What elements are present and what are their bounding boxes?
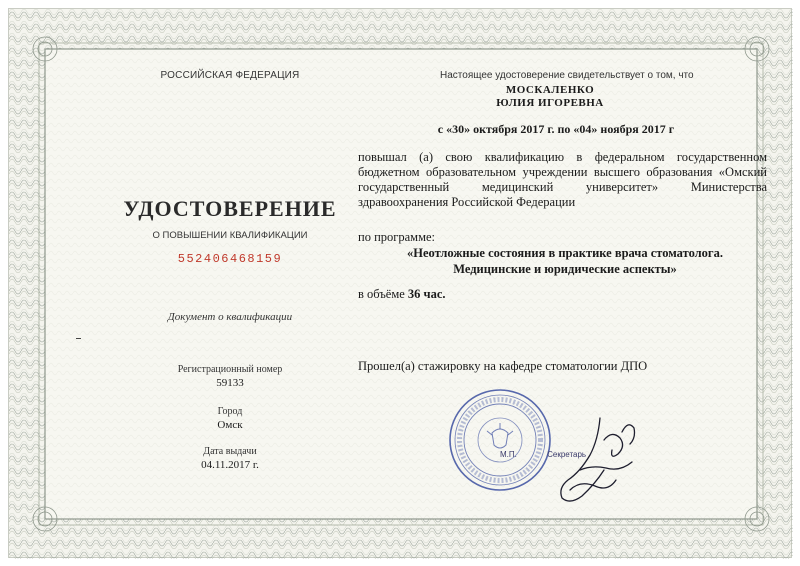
hours-volume <box>358 287 446 302</box>
country-heading: РОССИЙСКАЯ ФЕДЕРАЦИЯ <box>160 70 300 81</box>
city-value: Омск <box>217 419 243 431</box>
document-kind: Документ о квалификации <box>167 311 293 323</box>
registration-number: 59133 <box>216 377 244 389</box>
stamp-mark: М.П. <box>500 450 517 459</box>
internship-text: Прошел(а) стажировку на кафедре стоматологии ДПО <box>358 359 648 373</box>
hours-prefix: в объёме <box>358 287 405 301</box>
certificate-preamble: Настоящее удостоверение свидетельствует о том, что <box>440 70 694 81</box>
program-name <box>380 245 750 277</box>
registration-label: Регистрационный номер <box>177 364 283 375</box>
signature-mark <box>540 410 650 510</box>
document-title: УДОСТОВЕРЕНИЕ <box>123 196 337 221</box>
program-label: по программе: <box>358 230 436 244</box>
holder-given-name: ЮЛИЯ ИГОРЕВНА <box>496 97 604 109</box>
serial-number: 552406468159 <box>177 252 283 266</box>
certificate-body: повышал (а) свою квалификацию в федеральном государственном бюджетном образовательном учреждении высшего образования «Омский государственный медицинский университет» Министерства здравоохранения Российской Федерации <box>358 150 767 209</box>
training-period: с «30» октября 2017 г. по «04» ноября 2017 г <box>437 122 675 136</box>
city-label: Город <box>217 406 243 417</box>
signer-note: Секретарь <box>547 450 587 459</box>
issue-date-label: Дата выдачи <box>203 446 257 457</box>
issue-date-value: 04.11.2017 г. <box>201 459 259 471</box>
dash-mark <box>76 338 81 339</box>
holder-surname: МОСКАЛЕНКО <box>505 84 595 96</box>
document-subtitle: О ПОВЫШЕНИИ КВАЛИФИКАЦИИ <box>152 230 308 241</box>
program-name-line2: Медицинские и юридические аспекты» <box>453 262 677 276</box>
hours-value: 36 час. <box>407 287 446 301</box>
program-name-line1: «Неотложные состояния в практике врача стоматолога. <box>406 246 723 260</box>
